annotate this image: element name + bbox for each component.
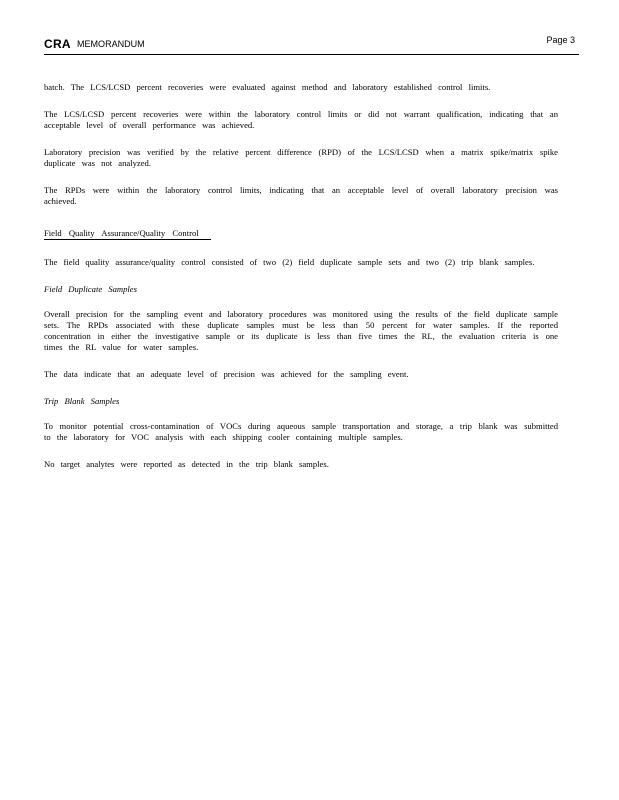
subheading-field-duplicates: Field Duplicate Samples (44, 284, 137, 294)
paragraph-lcs-intro: batch. The LCS/LCSD percent recoveries were evaluated against method and laboratory established control limits. (44, 82, 491, 92)
paragraph-rpd-results: The RPDs were within the laboratory control limits, indicating that an acceptable level of overall laboratory precision was achieved. (44, 185, 558, 206)
paragraph-trip-blank-method: To monitor potential cross-contamination of VOCs during aqueous sample transportation and storage, a trip blank was submitted to the laboratory for VOC analysis with each shipping cooler containing multiple samples. (44, 421, 558, 442)
paragraph-lcs-results: The LCS/LCSD percent recoveries were within the laboratory control limits or did not warrant qualification, indicating that an acceptable level of overall performance was achieved. (44, 109, 558, 130)
section-heading-field-qa-qc: Field Quality Assurance/Quality Control (44, 228, 211, 240)
company-name: CRA (44, 37, 71, 51)
subheading-trip-blanks: Trip Blank Samples (44, 396, 120, 406)
paragraph-field-qa-qc: The field quality assurance/quality control consisted of two (2) field duplicate sample sets and two (2) trip blank samples. (44, 257, 535, 267)
paragraph-precision-conclusion: The data indicate that an adequate level of precision was achieved for the sampling event. (44, 369, 409, 379)
paragraph-trip-blank-results: No target analytes were reported as detected in the trip blank samples. (44, 459, 329, 469)
page-number: Page 3 (546, 35, 575, 45)
memo-header (44, 34, 579, 55)
paragraph-overall-precision: Overall precision for the sampling event and laboratory procedures was monitored using the results of the field duplicate sample sets. The RPDs associated with these duplicate samples must be less than 50 percent for water samples. If the reported concentration in either the investigative sample or its duplicate is less than five times the RL, the evaluation criteria is one times the RL value for water samples. (44, 309, 558, 352)
memo-body (44, 82, 558, 486)
document-type: MEMORANDUM (77, 39, 145, 50)
section-heading-wrap (44, 223, 558, 254)
paragraph-lab-precision: Laboratory precision was verified by the relative percent difference (RPD) of the LCS/LCSD when a matrix spike/matrix spike duplicate was not analyzed. (44, 147, 558, 168)
